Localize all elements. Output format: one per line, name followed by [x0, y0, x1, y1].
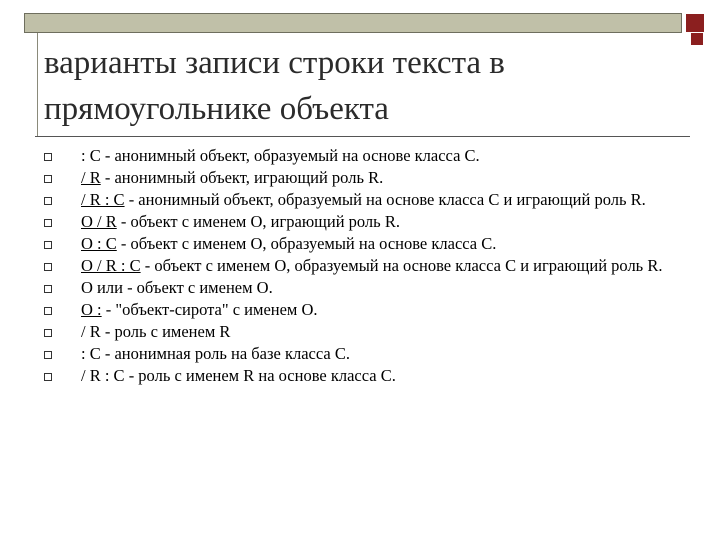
item-description: - роль с именем R	[100, 322, 231, 341]
square-bullet-icon	[44, 175, 52, 183]
left-accent-line	[37, 33, 38, 136]
square-bullet-icon	[44, 241, 52, 249]
list-item	[44, 168, 684, 188]
item-notation: / R : C	[81, 190, 125, 209]
item-description: - анонимная роль на базе класса C.	[100, 344, 350, 363]
list-item	[44, 344, 684, 364]
list-item	[44, 300, 684, 320]
item-description: - анонимный объект, образуемый на основе класса C.	[100, 146, 480, 165]
title-divider	[35, 136, 690, 137]
item-notation: / R	[81, 168, 101, 187]
list-item	[44, 278, 684, 298]
bullet-list	[44, 146, 684, 388]
item-notation: O или	[81, 278, 123, 297]
item-description: - "объект-сирота" с именем O.	[101, 300, 318, 319]
list-item	[44, 212, 684, 232]
item-notation: / R : C	[81, 366, 125, 385]
square-bullet-icon	[44, 263, 52, 271]
item-notation: O :	[81, 300, 102, 319]
list-item	[44, 234, 684, 254]
item-notation: O / R : C	[81, 256, 141, 275]
square-bullet-icon	[44, 285, 52, 293]
corner-square-small	[691, 33, 703, 45]
item-description: - анонимный объект, образуемый на основе класса C и играющий роль R.	[124, 190, 646, 209]
item-notation: O / R	[81, 212, 117, 231]
item-notation: : C	[81, 146, 101, 165]
top-decor-bar	[24, 13, 682, 33]
list-item	[44, 190, 684, 210]
item-notation: / R	[81, 322, 101, 341]
item-description: - объект с именем O, образуемый на основе класса C и играющий роль R.	[140, 256, 663, 275]
square-bullet-icon	[44, 197, 52, 205]
item-description: - объект с именем O, образуемый на основе класса C.	[116, 234, 497, 253]
slide-title: варианты записи строки текста в прямоугольнике объекта	[44, 45, 505, 127]
item-description: - объект с именем O, играющий роль R.	[116, 212, 400, 231]
square-bullet-icon	[44, 329, 52, 337]
square-bullet-icon	[44, 373, 52, 381]
square-bullet-icon	[44, 153, 52, 161]
item-description: - анонимный объект, играющий роль R.	[100, 168, 384, 187]
list-item	[44, 256, 684, 276]
item-notation: : C	[81, 344, 101, 363]
item-notation: O : C	[81, 234, 117, 253]
item-description: - объект с именем O.	[122, 278, 273, 297]
list-item	[44, 366, 684, 386]
list-item	[44, 146, 684, 166]
square-bullet-icon	[44, 307, 52, 315]
square-bullet-icon	[44, 219, 52, 227]
square-bullet-icon	[44, 351, 52, 359]
corner-square-large	[686, 14, 704, 32]
item-description: - роль с именем R на основе класса C.	[124, 366, 396, 385]
list-item	[44, 322, 684, 342]
